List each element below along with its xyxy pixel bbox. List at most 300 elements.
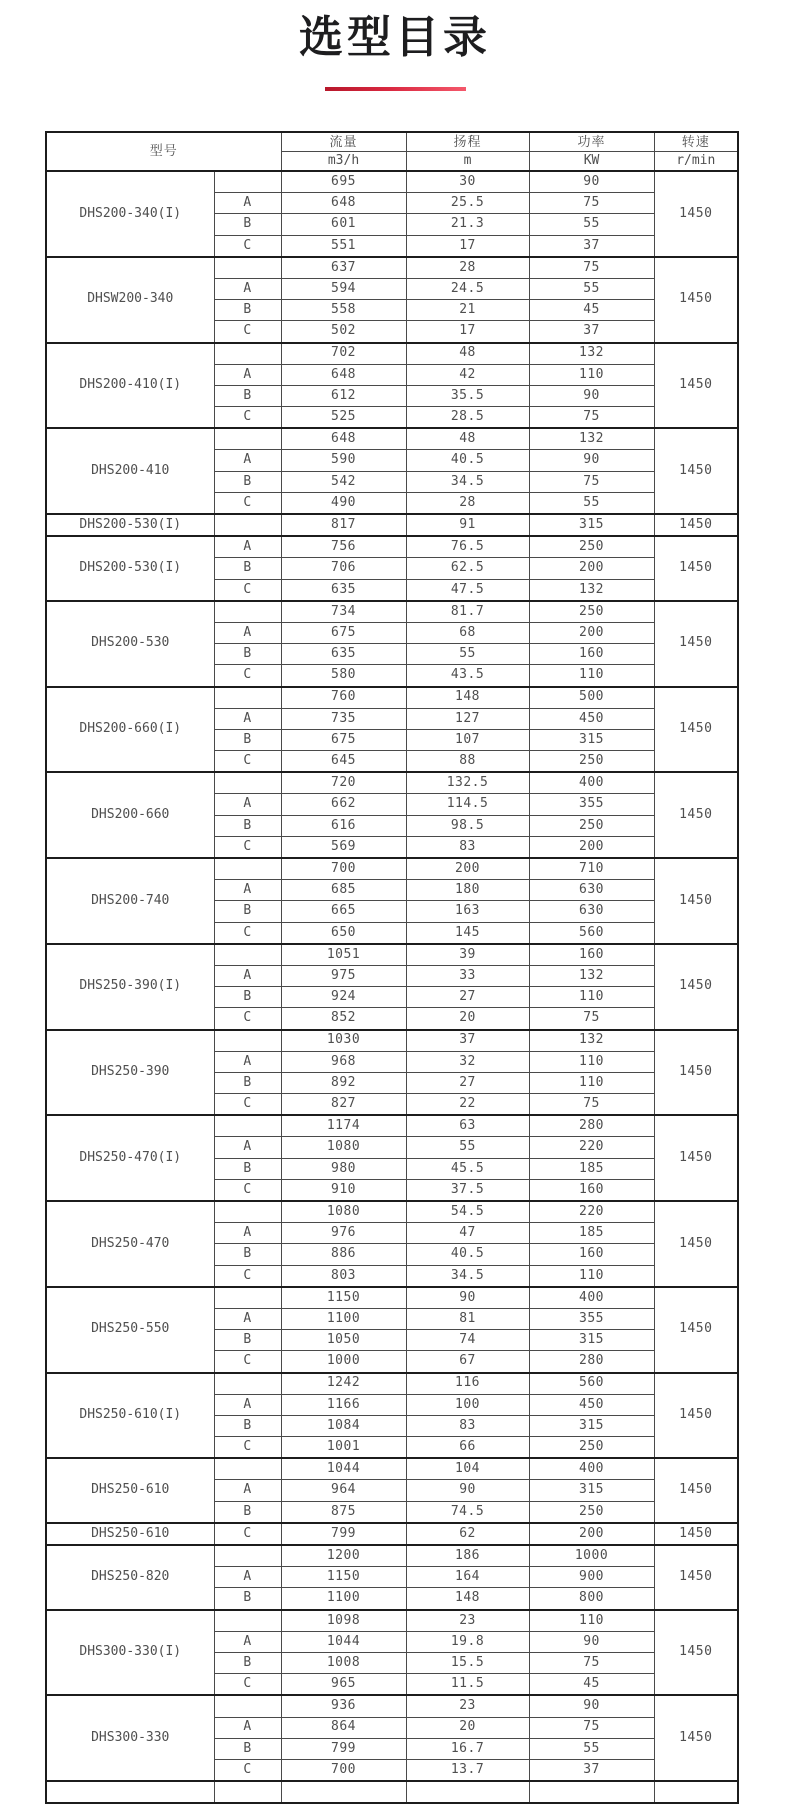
flow-cell: 734 (281, 601, 406, 623)
flow-cell: 1150 (281, 1567, 406, 1588)
head-cell: 132.5 (406, 772, 529, 794)
flow-cell: 735 (281, 708, 406, 729)
power-cell: 185 (529, 1158, 654, 1179)
head-cell: 83 (406, 836, 529, 858)
power-cell: 630 (529, 880, 654, 901)
head-cell: 39 (406, 944, 529, 966)
head-cell: 27 (406, 1072, 529, 1093)
head-cell: 200 (406, 858, 529, 880)
table-header (46, 132, 738, 171)
head-cell: 15.5 (406, 1652, 529, 1673)
variant-cell: A (214, 880, 281, 901)
power-cell: 132 (529, 343, 654, 365)
table-row (46, 601, 738, 623)
variant-cell: A (214, 794, 281, 815)
variant-cell: B (214, 1072, 281, 1093)
power-cell: 250 (529, 601, 654, 623)
head-cell: 180 (406, 880, 529, 901)
head-cell: 76.5 (406, 536, 529, 558)
power-cell: 355 (529, 794, 654, 815)
variant-cell (214, 944, 281, 966)
head-cell: 62 (406, 1523, 529, 1545)
table-row (46, 1610, 738, 1632)
model-cell: DHS200-530(I) (46, 514, 214, 536)
variant-cell (214, 772, 281, 794)
power-cell: 75 (529, 1094, 654, 1116)
power-cell: 55 (529, 1738, 654, 1759)
header-speed: 转速 (654, 132, 738, 152)
flow-cell: 1030 (281, 1030, 406, 1052)
table-row (46, 1545, 738, 1567)
power-cell: 90 (529, 1695, 654, 1717)
power-cell: 45 (529, 300, 654, 321)
head-cell: 100 (406, 1394, 529, 1415)
variant-cell: C (214, 1437, 281, 1459)
power-cell: 200 (529, 558, 654, 579)
variant-cell: A (214, 1308, 281, 1329)
variant-cell: C (214, 836, 281, 858)
flow-cell: 1050 (281, 1330, 406, 1351)
variant-cell (214, 1695, 281, 1717)
head-cell: 32 (406, 1051, 529, 1072)
flow-cell: 612 (281, 385, 406, 406)
variant-cell: C (214, 665, 281, 687)
flow-cell: 695 (281, 171, 406, 193)
head-cell: 22 (406, 1094, 529, 1116)
variant-cell: B (214, 815, 281, 836)
model-cell: DHS200-660 (46, 772, 214, 858)
flow-cell: 648 (281, 364, 406, 385)
power-cell: 132 (529, 428, 654, 450)
flow-cell: 1008 (281, 1652, 406, 1673)
table-row (46, 343, 738, 365)
speed-cell: 1450 (654, 1373, 738, 1459)
head-cell: 21.3 (406, 214, 529, 235)
head-cell: 28 (406, 257, 529, 279)
variant-cell: C (214, 751, 281, 773)
variant-cell (214, 171, 281, 193)
speed-cell: 1450 (654, 428, 738, 514)
flow-cell: 1001 (281, 1437, 406, 1459)
power-cell: 132 (529, 579, 654, 601)
variant-cell: A (214, 278, 281, 299)
speed-cell: 1450 (654, 858, 738, 944)
variant-cell: A (214, 622, 281, 643)
speed-cell: 1450 (654, 1287, 738, 1373)
power-cell: 110 (529, 364, 654, 385)
title-underline (325, 87, 466, 91)
power-cell: 500 (529, 687, 654, 709)
head-cell: 43.5 (406, 665, 529, 687)
head-cell: 55 (406, 1137, 529, 1158)
variant-cell: B (214, 385, 281, 406)
flow-cell: 799 (281, 1738, 406, 1759)
model-cell: DHS200-740 (46, 858, 214, 944)
head-cell: 74.5 (406, 1501, 529, 1523)
power-cell: 250 (529, 1501, 654, 1523)
variant-cell: A (214, 1394, 281, 1415)
table-row (46, 1458, 738, 1480)
head-cell: 13.7 (406, 1759, 529, 1781)
model-cell: DHS250-390(I) (46, 944, 214, 1030)
power-cell: 75 (529, 1652, 654, 1673)
flow-cell: 635 (281, 644, 406, 665)
header-flow: 流量 (281, 132, 406, 152)
head-cell: 37.5 (406, 1179, 529, 1201)
model-cell: DHS300-330 (46, 1695, 214, 1781)
flow-cell: 1000 (281, 1351, 406, 1373)
model-cell: DHS250-390 (46, 1030, 214, 1116)
power-cell: 185 (529, 1223, 654, 1244)
flow-cell: 685 (281, 880, 406, 901)
table-row (46, 257, 738, 279)
table-body (46, 171, 738, 1803)
flow-cell: 580 (281, 665, 406, 687)
speed-cell: 1450 (654, 1523, 738, 1545)
head-cell: 17 (406, 235, 529, 257)
power-cell: 630 (529, 901, 654, 922)
power-cell: 37 (529, 235, 654, 257)
model-cell: DHS250-470 (46, 1201, 214, 1287)
power-cell: 560 (529, 922, 654, 944)
head-cell: 23 (406, 1610, 529, 1632)
variant-cell: B (214, 558, 281, 579)
head-cell: 19.8 (406, 1631, 529, 1652)
flow-cell: 675 (281, 729, 406, 750)
variant-cell: A (214, 1480, 281, 1501)
model-cell: DHS200-530(I) (46, 536, 214, 601)
head-cell: 164 (406, 1567, 529, 1588)
flow-cell: 924 (281, 987, 406, 1008)
variant-cell: B (214, 1588, 281, 1610)
model-cell: DHS250-550 (46, 1287, 214, 1373)
variant-cell: A (214, 1567, 281, 1588)
flow-cell: 637 (281, 257, 406, 279)
power-cell: 75 (529, 193, 654, 214)
variant-cell (214, 514, 281, 536)
head-cell: 20 (406, 1717, 529, 1738)
model-cell: DHSW200-340 (46, 257, 214, 343)
variant-cell: C (214, 235, 281, 257)
power-cell: 280 (529, 1115, 654, 1137)
head-cell: 91 (406, 514, 529, 536)
flow-cell: 590 (281, 450, 406, 471)
model-cell: DHS200-340(I) (46, 171, 214, 257)
power-cell: 90 (529, 450, 654, 471)
variant-cell (214, 1287, 281, 1309)
head-cell: 48 (406, 428, 529, 450)
head-cell: 30 (406, 171, 529, 193)
power-cell: 110 (529, 1051, 654, 1072)
flow-cell: 965 (281, 1674, 406, 1696)
power-cell: 1000 (529, 1545, 654, 1567)
flow-cell: 551 (281, 235, 406, 257)
head-cell: 20 (406, 1008, 529, 1030)
flow-cell: 569 (281, 836, 406, 858)
power-cell: 75 (529, 1717, 654, 1738)
speed-cell: 1450 (654, 601, 738, 687)
variant-cell: B (214, 1158, 281, 1179)
variant-cell: A (214, 450, 281, 471)
head-cell: 148 (406, 1588, 529, 1610)
header-power: 功率 (529, 132, 654, 152)
model-cell: DHS250-610(I) (46, 1373, 214, 1459)
power-cell: 315 (529, 1415, 654, 1436)
head-cell: 98.5 (406, 815, 529, 836)
table-row (46, 1115, 738, 1137)
flow-cell: 720 (281, 772, 406, 794)
variant-cell (214, 257, 281, 279)
flow-cell: 1080 (281, 1201, 406, 1223)
table-row (46, 772, 738, 794)
variant-cell: A (214, 364, 281, 385)
power-cell: 710 (529, 858, 654, 880)
power-cell: 450 (529, 708, 654, 729)
header-model: 型号 (46, 132, 281, 171)
power-cell: 315 (529, 729, 654, 750)
power-cell: 75 (529, 471, 654, 492)
head-cell: 17 (406, 321, 529, 343)
head-cell: 28.5 (406, 407, 529, 429)
flow-cell: 886 (281, 1244, 406, 1265)
flow-cell: 875 (281, 1501, 406, 1523)
table-row (46, 514, 738, 536)
flow-cell: 756 (281, 536, 406, 558)
power-cell: 315 (529, 514, 654, 536)
header-power-unit: KW (529, 152, 654, 172)
head-cell: 83 (406, 1415, 529, 1436)
speed-cell: 1450 (654, 772, 738, 858)
variant-cell: C (214, 321, 281, 343)
variant-cell (214, 1610, 281, 1632)
power-cell: 355 (529, 1308, 654, 1329)
power-cell: 450 (529, 1394, 654, 1415)
flow-cell: 594 (281, 278, 406, 299)
power-cell: 250 (529, 815, 654, 836)
variant-cell: B (214, 300, 281, 321)
flow-cell: 910 (281, 1179, 406, 1201)
variant-cell: C (214, 1008, 281, 1030)
head-cell: 37 (406, 1030, 529, 1052)
variant-cell (214, 858, 281, 880)
head-cell: 114.5 (406, 794, 529, 815)
table-row (46, 1287, 738, 1309)
variant-cell: A (214, 193, 281, 214)
header-flow-unit: m3/h (281, 152, 406, 172)
table-row (46, 536, 738, 558)
head-cell: 81.7 (406, 601, 529, 623)
flow-cell: 864 (281, 1717, 406, 1738)
power-cell: 90 (529, 1631, 654, 1652)
flow-cell: 542 (281, 471, 406, 492)
model-cell: DHS250-820 (46, 1545, 214, 1610)
power-cell: 200 (529, 836, 654, 858)
head-cell (406, 1781, 529, 1803)
variant-cell: C (214, 1351, 281, 1373)
header-head-unit: m (406, 152, 529, 172)
variant-cell: C (214, 1179, 281, 1201)
flow-cell: 665 (281, 901, 406, 922)
variant-cell: A (214, 1717, 281, 1738)
pump-selection-table (45, 131, 739, 1804)
power-cell: 400 (529, 1458, 654, 1480)
model-cell: DHS200-530 (46, 601, 214, 687)
head-cell: 35.5 (406, 385, 529, 406)
power-cell: 55 (529, 278, 654, 299)
speed-cell: 1450 (654, 1545, 738, 1610)
table-row (46, 1030, 738, 1052)
catalog-page (0, 8, 790, 1777)
speed-cell: 1450 (654, 1115, 738, 1201)
flow-cell: 803 (281, 1265, 406, 1287)
table-row (46, 687, 738, 709)
flow-cell: 1051 (281, 944, 406, 966)
head-cell: 42 (406, 364, 529, 385)
flow-cell: 702 (281, 343, 406, 365)
flow-cell: 648 (281, 428, 406, 450)
flow-cell: 760 (281, 687, 406, 709)
flow-cell: 936 (281, 1695, 406, 1717)
power-cell (529, 1781, 654, 1803)
flow-cell: 1100 (281, 1588, 406, 1610)
flow-cell: 817 (281, 514, 406, 536)
variant-cell (214, 428, 281, 450)
model-cell: DHS250-470(I) (46, 1115, 214, 1201)
head-cell: 55 (406, 644, 529, 665)
model-cell: DHS200-410(I) (46, 343, 214, 429)
head-cell: 16.7 (406, 1738, 529, 1759)
head-cell: 74 (406, 1330, 529, 1351)
flow-cell: 852 (281, 1008, 406, 1030)
flow-cell: 525 (281, 407, 406, 429)
flow-cell: 648 (281, 193, 406, 214)
speed-cell: 1450 (654, 687, 738, 773)
variant-cell: A (214, 1137, 281, 1158)
flow-cell: 1242 (281, 1373, 406, 1395)
power-cell: 37 (529, 321, 654, 343)
power-cell: 75 (529, 407, 654, 429)
head-cell: 40.5 (406, 1244, 529, 1265)
flow-cell: 1200 (281, 1545, 406, 1567)
flow-cell: 635 (281, 579, 406, 601)
head-cell: 63 (406, 1115, 529, 1137)
variant-cell: A (214, 1223, 281, 1244)
power-cell: 220 (529, 1201, 654, 1223)
head-cell: 34.5 (406, 1265, 529, 1287)
power-cell: 110 (529, 665, 654, 687)
power-cell: 132 (529, 965, 654, 986)
speed-cell: 1450 (654, 944, 738, 1030)
variant-cell: B (214, 1501, 281, 1523)
variant-cell (214, 687, 281, 709)
head-cell: 24.5 (406, 278, 529, 299)
head-cell: 163 (406, 901, 529, 922)
flow-cell: 968 (281, 1051, 406, 1072)
power-cell: 75 (529, 257, 654, 279)
head-cell: 145 (406, 922, 529, 944)
variant-cell: A (214, 965, 281, 986)
flow-cell: 1044 (281, 1631, 406, 1652)
head-cell: 148 (406, 687, 529, 709)
head-cell: 116 (406, 1373, 529, 1395)
model-cell: DHS250-610 (46, 1458, 214, 1523)
power-cell: 800 (529, 1588, 654, 1610)
variant-cell: B (214, 471, 281, 492)
power-cell: 200 (529, 1523, 654, 1545)
speed-cell: 1450 (654, 1610, 738, 1696)
head-cell: 48 (406, 343, 529, 365)
head-cell: 45.5 (406, 1158, 529, 1179)
flow-cell: 892 (281, 1072, 406, 1093)
power-cell: 110 (529, 1072, 654, 1093)
variant-cell (214, 1201, 281, 1223)
table-row (46, 1373, 738, 1395)
model-cell: DHS200-410 (46, 428, 214, 514)
flow-cell: 964 (281, 1480, 406, 1501)
flow-cell: 601 (281, 214, 406, 235)
variant-cell: C (214, 922, 281, 944)
flow-cell: 976 (281, 1223, 406, 1244)
flow-cell: 1166 (281, 1394, 406, 1415)
power-cell: 160 (529, 1179, 654, 1201)
flow-cell: 675 (281, 622, 406, 643)
head-cell: 23 (406, 1695, 529, 1717)
head-cell: 11.5 (406, 1674, 529, 1696)
power-cell: 250 (529, 536, 654, 558)
power-cell: 315 (529, 1330, 654, 1351)
flow-cell: 1044 (281, 1458, 406, 1480)
table-row (46, 944, 738, 966)
variant-cell: C (214, 492, 281, 514)
variant-cell: C (214, 1265, 281, 1287)
variant-cell (214, 1373, 281, 1395)
variant-cell: A (214, 708, 281, 729)
header-row-names (46, 132, 738, 152)
table-row (46, 428, 738, 450)
flow-cell: 1150 (281, 1287, 406, 1309)
flow-cell: 700 (281, 1759, 406, 1781)
flow-cell: 490 (281, 492, 406, 514)
power-cell: 55 (529, 214, 654, 235)
variant-cell: C (214, 1759, 281, 1781)
speed-cell: 1450 (654, 343, 738, 429)
variant-cell (214, 601, 281, 623)
head-cell: 90 (406, 1480, 529, 1501)
flow-cell: 799 (281, 1523, 406, 1545)
power-cell: 220 (529, 1137, 654, 1158)
model-cell: DHS200-660(I) (46, 687, 214, 773)
power-cell: 90 (529, 385, 654, 406)
variant-cell: B (214, 1652, 281, 1673)
table-row (46, 858, 738, 880)
head-cell: 47 (406, 1223, 529, 1244)
power-cell: 75 (529, 1008, 654, 1030)
power-cell: 132 (529, 1030, 654, 1052)
power-cell: 160 (529, 1244, 654, 1265)
variant-cell: A (214, 1051, 281, 1072)
flow-cell: 975 (281, 965, 406, 986)
variant-cell: B (214, 901, 281, 922)
head-cell: 28 (406, 492, 529, 514)
flow-cell: 1080 (281, 1137, 406, 1158)
variant-cell: B (214, 214, 281, 235)
variant-cell: B (214, 644, 281, 665)
header-speed-unit: r/min (654, 152, 738, 172)
variant-cell: C (214, 1523, 281, 1545)
flow-cell: 662 (281, 794, 406, 815)
flow-cell: 650 (281, 922, 406, 944)
flow-cell: 1174 (281, 1115, 406, 1137)
